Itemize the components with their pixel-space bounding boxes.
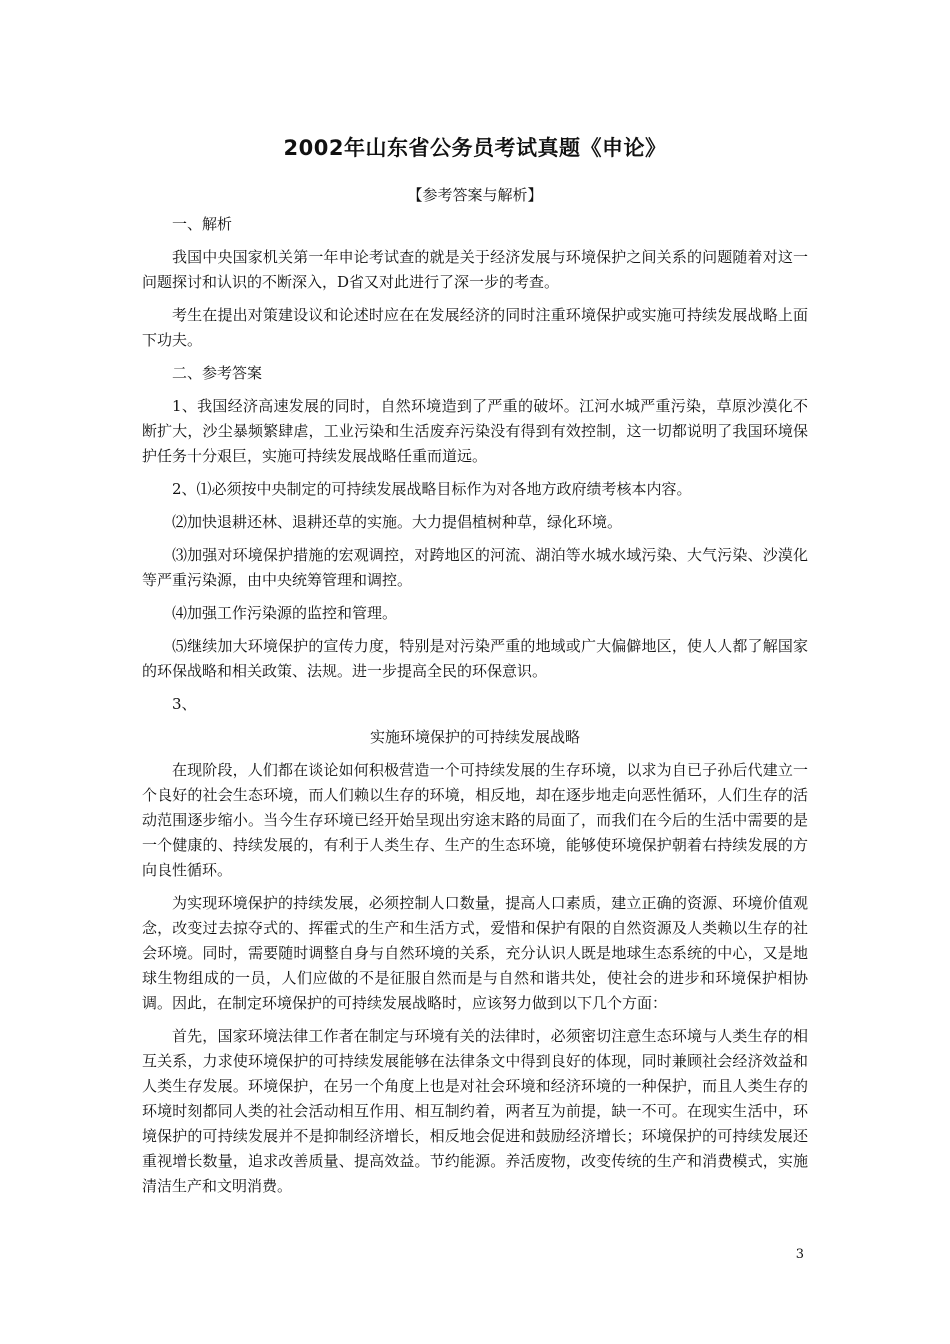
analysis-paragraph: 我国中央国家机关第一年申论考试查的就是关于经济发展与环境保护之间关系的问题随着对这一问题探讨和认识的不断深入，D省又对此进行了深一步的考查。 xyxy=(142,248,808,291)
answer-paragraph: 3、 xyxy=(172,695,197,713)
answer-paragraph: 2、⑴必须按中央制定的可持续发展战略目标作为对各地方政府绩考核本内容。 xyxy=(172,480,692,498)
section-heading-answer: 二、参考答案 xyxy=(172,364,263,382)
document-subtitle: 【参考答案与解析】 xyxy=(407,186,543,204)
essay-title: 实施环境保护的可持续发展战略 xyxy=(369,728,580,746)
answer-paragraph: ⑶加强对环境保护措施的宏观调控，对跨地区的河流、湖泊等水城水域污染、大气污染、沙漠化等严重污染源，由中央统筹管理和调控。 xyxy=(142,546,808,589)
document-title: 2002年山东省公务员考试真题《申论》 xyxy=(283,136,667,160)
analysis-paragraph: 考生在提出对策建设议和论述时应在在发展经济的同时注重环境保护或实施可持续发展战略上面下功夫。 xyxy=(142,306,808,349)
answer-paragraph: ⑷加强工作污染源的监控和管理。 xyxy=(172,604,398,622)
document-body xyxy=(142,212,808,1207)
page-number: 3 xyxy=(795,1247,804,1262)
answer-paragraph: ⑸继续加大环境保护的宣传力度，特别是对污染严重的地域或广大偏僻地区，使人人都了解国家的环保战略和相关政策、法规。进一步提高全民的环保意识。 xyxy=(142,637,808,680)
answer-paragraph: ⑵加快退耕还林、退耕还草的实施。大力提倡植树种草，绿化环境。 xyxy=(172,513,623,531)
essay-paragraph: 首先，国家环境法律工作者在制定与环境有关的法律时，必须密切注意生态环境与人类生存的相互关系，力求使环境保护的可持续发展能够在法律条文中得到良好的体现，同时兼顾社会经济效益和人类生存发展。环境保护，在另一个角度上也是对社会环境和经济环境的一种保护，而且人类生存的环境时刻都同人类的社会活动相互作用、相互制约着，两者互为前提，缺一不可。在现实生活中，环境保护的可持续发展并不是抑制经济增长，相反地会促进和鼓励经济增长；环境保护的可持续发展还重视增长数量，追求改善质量、提高效益。节约能源。养活废物，改变传统的生产和消费模式，实施清洁生产和文明消费。 xyxy=(142,1027,808,1195)
essay-paragraph: 在现阶段，人们都在谈论如何积极营造一个可持续发展的生存环境，以求为自已子孙后代建立一个良好的社会生态环境，而人们赖以生存的环境，相反地，却在逐步地走向恶性循环，人们生存的活动范围逐步缩小。当今生存环境已经开始呈现出穷途末路的局面了，而我们在今后的生活中需要的是一个健康的、持续发展的，有利于人类生存、生产的生态环境，能够使环境保护朝着右持续发展的方向良性循环。 xyxy=(142,761,808,879)
section-heading-analysis: 一、解析 xyxy=(172,215,233,233)
essay-paragraph: 为实现环境保护的持续发展，必须控制人口数量，提高人口素质，建立正确的资源、环境价值观念，改变过去掠夺式的、挥霍式的生产和生活方式，爱惜和保护有限的自然资源及人类赖以生存的社会环境。同时，需要随时调整自身与自然环境的关系，充分认识人既是地球生态系统的中心，又是地球生物组成的一员，人们应做的不是征服自然而是与自然和谐共处，使社会的进步和环境保护相协调。因此，在制定环境保护的可持续发展战略时，应该努力做到以下几个方面： xyxy=(142,894,808,1012)
answer-paragraph: 1、我国经济高速发展的同时，自然环境造到了严重的破坏。江河水城严重污染，草原沙漠化不断扩大，沙尘暴频繁肆虐，工业污染和生活废弃污染没有得到有效控制，这一切都说明了我国环境保护任务十分艰巨，实施可持续发展战略任重而道远。 xyxy=(142,397,808,465)
